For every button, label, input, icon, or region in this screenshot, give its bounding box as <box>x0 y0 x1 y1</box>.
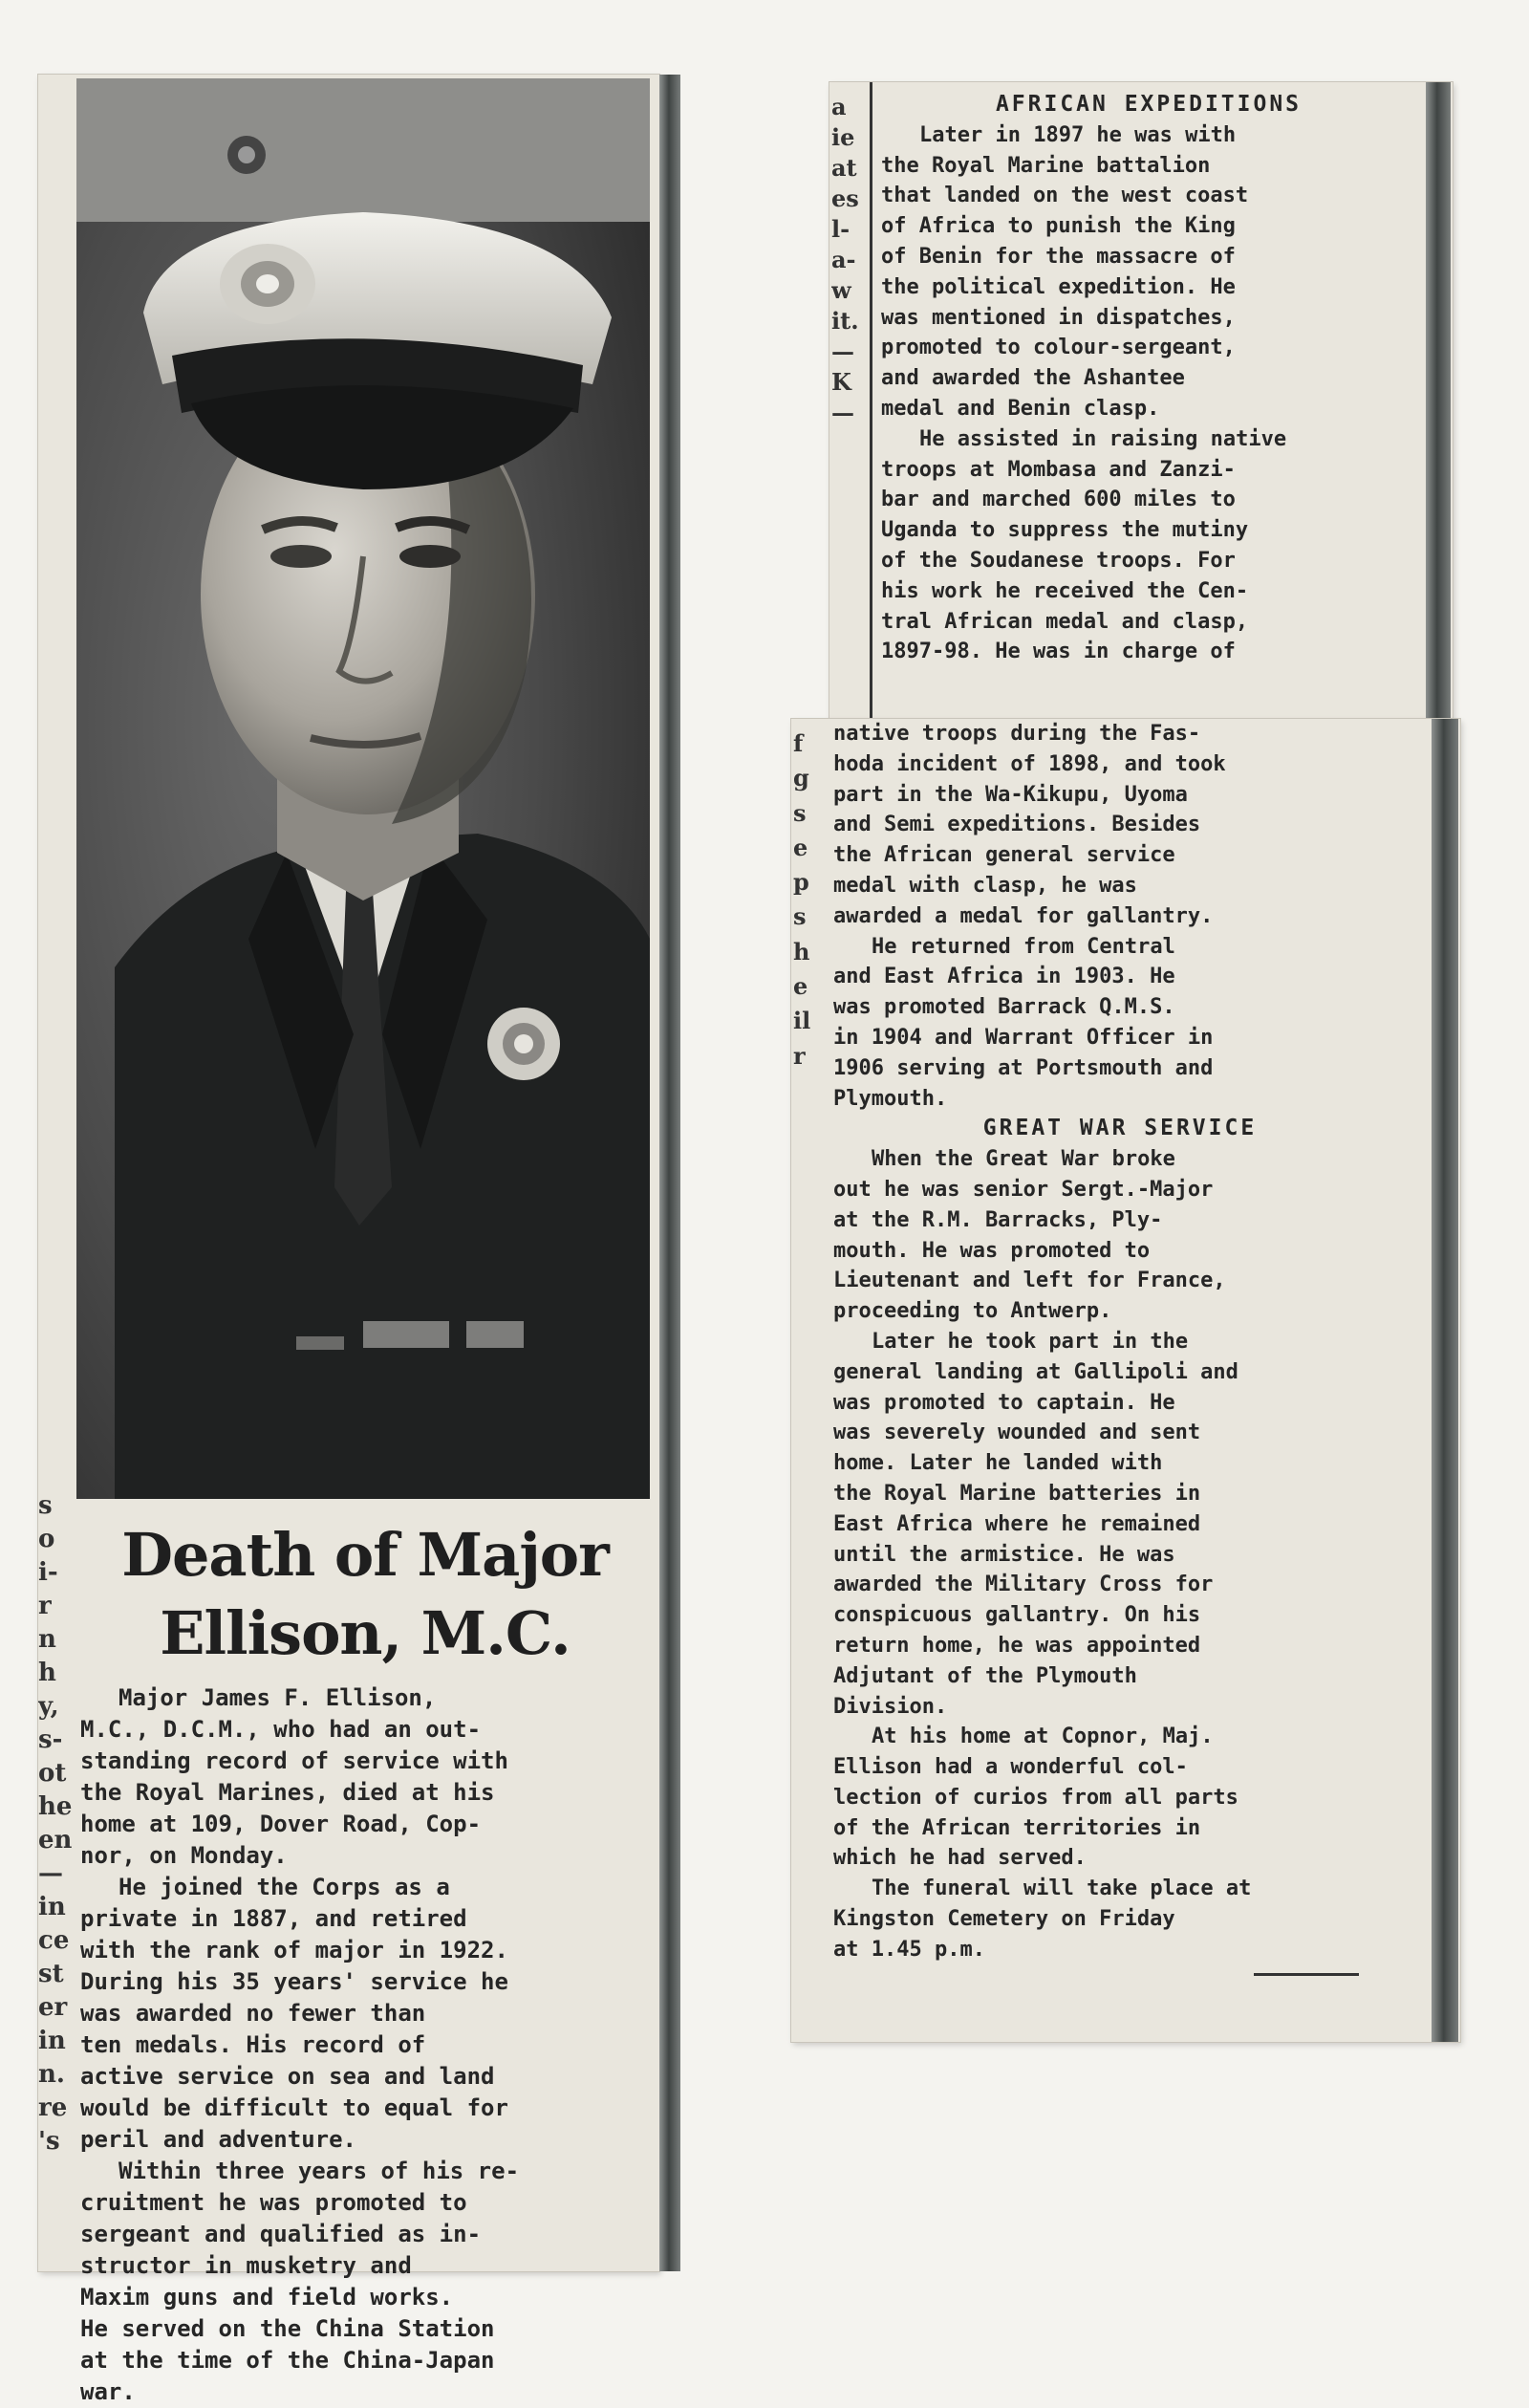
text-line: Lieutenant and left for France, <box>833 1269 1226 1293</box>
text-line: bar and marched 600 miles to <box>881 488 1236 512</box>
edge-fragment: n <box>38 1625 56 1654</box>
edge-fragment: s- <box>38 1725 63 1754</box>
edge-fragment: — <box>38 1859 63 1888</box>
text-line: tral African medal and clasp, <box>881 609 1249 634</box>
text-line: his work he received the Cen- <box>881 578 1249 603</box>
edge-fragment: r <box>38 1592 52 1620</box>
edge-fragment: o <box>38 1525 55 1553</box>
text-line: Kingston Cemetery on Friday <box>833 1907 1175 1932</box>
left-clip-edge-bar <box>659 75 680 2271</box>
edge-fragment: in <box>38 2027 66 2055</box>
text-line: mouth. He was promoted to <box>833 1238 1151 1263</box>
text-line: home. Later he landed with <box>833 1451 1163 1476</box>
edge-fragment: a <box>831 93 847 120</box>
column-rule <box>870 82 872 719</box>
edge-fragment: — <box>831 337 854 365</box>
edge-fragment: — <box>831 399 854 426</box>
text-line: part in the Wa-Kikupu, Uyoma <box>833 782 1188 807</box>
text-line: which he had served. <box>833 1846 1087 1871</box>
text-line: standing record of service with <box>80 1747 508 1774</box>
text-line: of the African territories in <box>833 1815 1201 1840</box>
edge-fragment: es <box>831 184 859 212</box>
edge-fragment: l- <box>831 215 851 243</box>
text-line: of Benin for the massacre of <box>881 244 1236 269</box>
headline-line-2: Ellison, M.C. <box>160 1598 571 1668</box>
text-line: in 1904 and Warrant Officer in <box>833 1025 1214 1050</box>
left-edge-fragments <box>38 1489 76 2159</box>
edge-fragment: e <box>793 833 808 861</box>
edge-fragment: K <box>831 368 851 396</box>
edge-fragment: i- <box>38 1558 58 1587</box>
cap-badge-icon <box>220 244 315 324</box>
text-line: Adjutant of the Plymouth <box>833 1663 1137 1688</box>
text-line: was promoted to captain. He <box>833 1390 1175 1415</box>
edge-fragment: n. <box>38 2060 65 2089</box>
text-line: at the R.M. Barracks, Ply- <box>833 1207 1163 1232</box>
edge-fragment: at <box>831 154 857 182</box>
article-headline <box>80 1516 650 1673</box>
badge-icon <box>487 1008 560 1080</box>
edge-fragment: s <box>38 1491 53 1520</box>
text-line: proceeding to Antwerp. <box>833 1299 1112 1324</box>
text-line: conspicuous gallantry. On his <box>833 1603 1201 1628</box>
edge-fragment: g <box>793 764 809 792</box>
portrait-illustration <box>76 78 650 1499</box>
text-line: medal and Benin clasp. <box>881 396 1160 421</box>
text-line: When the Great War broke <box>872 1147 1175 1172</box>
text-line: with the rank of major in 1922. <box>80 1937 508 1963</box>
edge-fragment: st <box>38 1960 64 1988</box>
article-left-body <box>80 1516 650 2408</box>
edge-fragment: ot <box>38 1759 67 1788</box>
edge-fragment: h <box>38 1659 56 1687</box>
right-bottom-column-text-2 <box>833 1144 1407 1965</box>
right-bottom-edge-fragments <box>793 727 826 1074</box>
text-line: cruitment he was promoted to <box>80 2189 467 2216</box>
right-bottom-column-text <box>833 719 1407 1114</box>
left-clipping <box>38 75 659 2405</box>
text-line: and awarded the Ashantee <box>881 366 1185 391</box>
text-line: would be difficult to equal for <box>80 2094 508 2121</box>
edge-fragment: it. <box>831 307 859 335</box>
right-bottom-column <box>833 719 1407 1976</box>
subhead-great-war-service: GREAT WAR SERVICE <box>982 1116 1258 1141</box>
text-line: Plymouth. <box>833 1086 948 1111</box>
text-line: hoda incident of 1898, and took <box>833 751 1226 776</box>
text-line: East Africa where he remained <box>833 1511 1201 1536</box>
text-line: During his 35 years' service he <box>80 1968 508 1995</box>
edge-fragment: in <box>38 1893 66 1921</box>
edge-fragment: e <box>793 972 808 1001</box>
headline-line-1: Death of Major <box>121 1520 609 1590</box>
text-line: the Royal Marine battalion <box>881 153 1211 178</box>
edge-fragment: en <box>38 1826 73 1855</box>
text-line: nor, on Monday. <box>80 1842 288 1869</box>
text-line: Division. <box>833 1694 948 1719</box>
edge-fragment: er <box>38 1993 68 2022</box>
edge-fragment: s <box>793 798 807 827</box>
portrait-photo <box>76 78 650 1499</box>
text-line: Later he took part in the <box>872 1329 1189 1354</box>
text-line: return home, he was appointed <box>833 1633 1201 1658</box>
text-line: He served on the China Station <box>80 2315 495 2342</box>
edge-fragment: he <box>38 1792 73 1821</box>
right-top-edge-bar <box>1426 82 1451 719</box>
right-bottom-edge-bar <box>1432 719 1458 2042</box>
text-line: and Semi expeditions. Besides <box>833 813 1201 837</box>
text-line: medal with clasp, he was <box>833 873 1137 898</box>
right-top-clipping <box>829 82 1453 719</box>
text-line: At his home at Copnor, Maj. <box>872 1725 1214 1749</box>
edge-fragment: f <box>793 729 804 757</box>
edge-fragment: re <box>38 2093 68 2122</box>
text-line: awarded the Military Cross for <box>833 1573 1214 1597</box>
text-line: The funeral will take place at <box>872 1877 1252 1901</box>
text-line: Within three years of his re- <box>118 2158 520 2184</box>
text-line: Uganda to suppress the mutiny <box>881 518 1249 543</box>
text-line: 1897-98. He was in charge of <box>881 640 1236 664</box>
emblem-icon <box>227 136 266 174</box>
text-line: was awarded no fewer than <box>80 2000 426 2027</box>
edge-fragment: w <box>831 276 851 304</box>
text-line: Ellison had a wonderful col- <box>833 1755 1188 1780</box>
right-top-column <box>881 90 1416 667</box>
end-rule <box>1254 1973 1359 1976</box>
text-line: M.C., D.C.M., who had an out- <box>80 1716 482 1743</box>
text-line: lection of curios from all parts <box>833 1785 1238 1810</box>
text-line: awarded a medal for gallantry. <box>833 903 1214 928</box>
text-line: 1906 serving at Portsmouth and <box>833 1055 1214 1080</box>
text-line: Major James F. Ellison, <box>118 1684 437 1711</box>
left-column-text <box>80 1682 650 2408</box>
text-line: structor in musketry and <box>80 2252 412 2279</box>
text-line: native troops during the Fas- <box>833 722 1201 746</box>
edge-fragment: y, <box>38 1692 59 1721</box>
text-line: was severely wounded and sent <box>833 1421 1201 1445</box>
right-top-column-text <box>881 120 1416 667</box>
text-line: active service on sea and land <box>80 2063 495 2090</box>
text-line: the political expedition. He <box>881 274 1236 299</box>
text-line: and East Africa in 1903. He <box>833 965 1175 989</box>
text-line: the Royal Marine batteries in <box>833 1481 1201 1506</box>
text-line: He returned from Central <box>872 934 1175 959</box>
text-line: the Royal Marines, died at his <box>80 1779 495 1806</box>
text-line: the African general service <box>833 843 1175 868</box>
text-line: home at 109, Dover Road, Cop- <box>80 1811 482 1837</box>
text-line: of Africa to punish the King <box>881 214 1236 239</box>
text-line: promoted to colour-sergeant, <box>881 336 1236 360</box>
edge-fragment: 's <box>38 2127 60 2156</box>
edge-fragment: p <box>793 868 809 897</box>
text-line: peril and adventure. <box>80 2126 356 2153</box>
text-line: at 1.45 p.m. <box>833 1937 985 1962</box>
text-line: until the armistice. He was <box>833 1542 1175 1567</box>
edge-fragment: h <box>793 937 810 965</box>
text-line: that landed on the west coast <box>881 184 1249 208</box>
text-line: was promoted Barrack Q.M.S. <box>833 995 1175 1020</box>
edge-fragment: a- <box>831 246 856 273</box>
text-line: ten medals. His record of <box>80 2031 426 2058</box>
text-line: of the Soudanese troops. For <box>881 548 1236 573</box>
text-line: troops at Mombasa and Zanzi- <box>881 457 1236 482</box>
edge-fragment: r <box>793 1041 806 1070</box>
right-bottom-clipping <box>791 719 1460 2042</box>
text-line: private in 1887, and retired <box>80 1905 467 1932</box>
text-line: Maxim guns and field works. <box>80 2284 454 2310</box>
text-line: was mentioned in dispatches, <box>881 305 1236 330</box>
edge-fragment: il <box>793 1007 811 1035</box>
edge-fragment: s <box>793 902 807 931</box>
edge-fragment: ce <box>38 1926 70 1955</box>
right-top-edge-fragments <box>831 92 864 428</box>
text-line: war. <box>80 2378 136 2405</box>
text-line: Later in 1897 he was with <box>919 122 1237 147</box>
text-line: out he was senior Sergt.-Major <box>833 1177 1214 1202</box>
text-line: He assisted in raising native <box>919 426 1287 451</box>
text-line: sergeant and qualified as in- <box>80 2221 482 2247</box>
text-line: at the time of the China-Japan <box>80 2347 495 2374</box>
text-line: He joined the Corps as a <box>118 1874 450 1900</box>
edge-fragment: ie <box>831 123 855 151</box>
subhead-african-expeditions: AFRICAN EXPEDITIONS <box>995 92 1303 117</box>
text-line: general landing at Gallipoli and <box>833 1359 1238 1384</box>
